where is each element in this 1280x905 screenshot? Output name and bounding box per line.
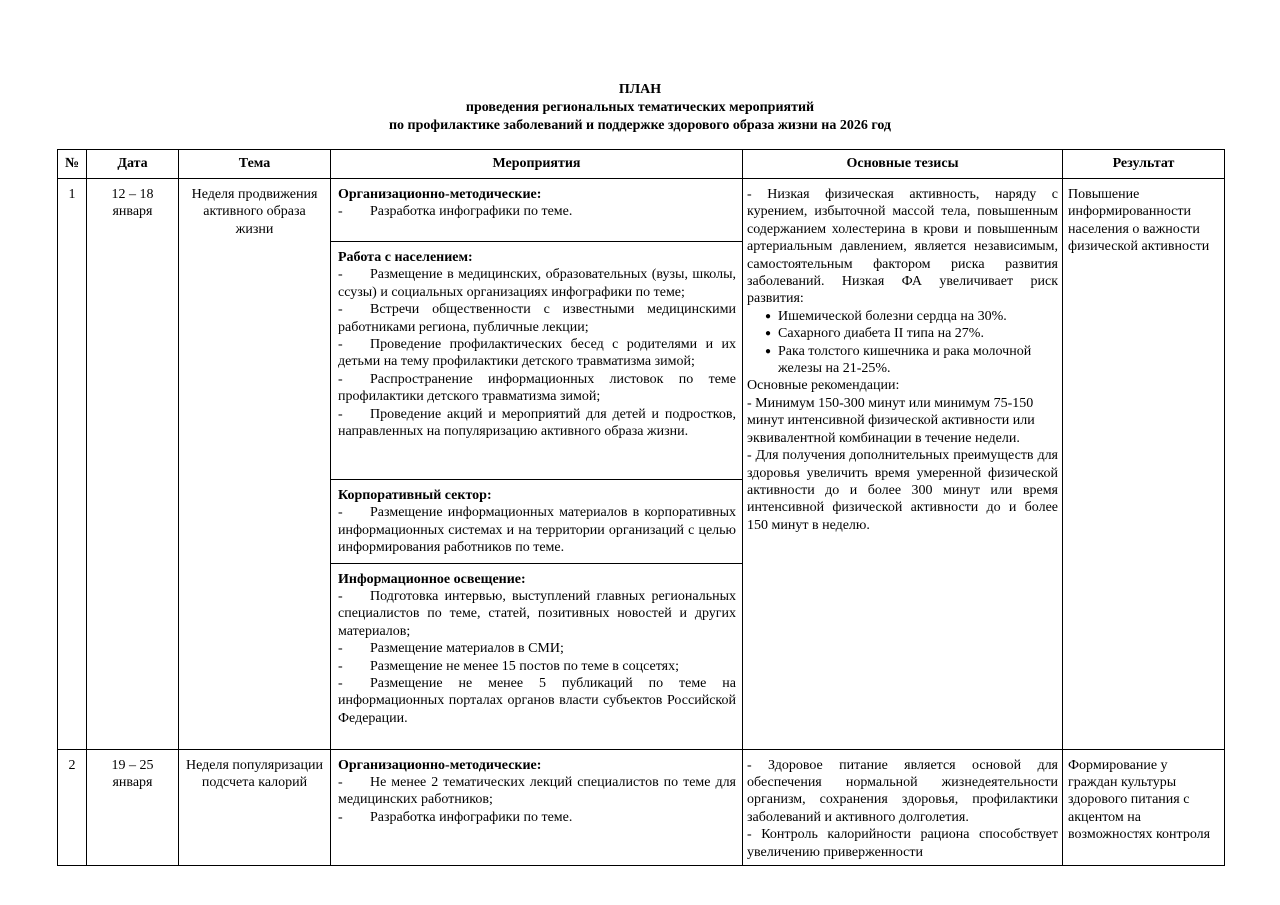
block-item: - Не менее 2 тематических лекций специалистов по теме для медицинских работников; xyxy=(338,775,736,808)
row1-block-corporate xyxy=(331,480,743,564)
theses-paragraph: - Контроль калорийности рациона способствует увеличению приверженности xyxy=(747,827,1058,860)
table-row xyxy=(58,179,1225,242)
row1-topic: Неделя продвижения активного образа жизни xyxy=(179,179,331,750)
block-heading: Информационное освещение: xyxy=(338,571,526,587)
block-heading: Организационно-методические: xyxy=(338,187,542,202)
header-topic: Тема xyxy=(179,150,331,179)
header-theses: Основные тезисы xyxy=(743,150,1063,179)
row2-num: 2 xyxy=(58,749,87,865)
block-item: - Подготовка интервью, выступлений главных региональных специалистов по теме, статей, позитивных новостей и других материалов; xyxy=(338,589,736,639)
row1-block-population xyxy=(331,242,743,480)
plan-table xyxy=(57,149,1225,866)
row2-block-org xyxy=(331,749,743,865)
block-item: - Размещение в медицинских, образовательных (вузы, школы, ссузы) и социальных организациях инфографики по теме; xyxy=(338,267,736,300)
header-row xyxy=(58,150,1225,179)
theses-recommendation-1: - Минимум 150-300 минут или минимум 75-150 минут интенсивной физической активности или эквивалентной комбинации в течение недели. xyxy=(747,395,1035,446)
title-line-1: ПЛАН xyxy=(618,82,662,97)
row2-topic: Неделя популяризации подсчета калорий xyxy=(179,749,331,865)
theses-bullet: ● Ишемической болезни сердца на 30%. xyxy=(765,308,1058,325)
title-line-2: проведения региональных тематических мероприятий xyxy=(465,100,815,115)
block-item: - Разработка инфографики по теме. xyxy=(338,204,573,220)
block-item: - Проведение профилактических бесед с родителями и их детьми на тему профилактики детского травматизма зимой; xyxy=(338,337,736,370)
header-activities: Мероприятия xyxy=(331,150,743,179)
block-heading: Корпоративный сектор: xyxy=(338,488,492,503)
block-heading: Работа с населением: xyxy=(338,250,473,265)
block-heading: Организационно-методические: xyxy=(338,757,542,773)
row2-theses xyxy=(743,749,1063,865)
row1-date-month: января xyxy=(112,204,153,220)
row2-date-range: 19 – 25 xyxy=(111,757,154,773)
row1-result: Повышение информированности населения о важности физической активности xyxy=(1063,179,1225,750)
row1-date-range: 12 – 18 xyxy=(111,187,154,202)
block-item: - Размещение материалов в СМИ; xyxy=(338,641,564,657)
block-item: - Размещение не менее 5 публикаций по теме на информационных порталах органов власти субъектов Российской Федерации. xyxy=(338,676,736,726)
document-title xyxy=(0,81,1280,135)
row1-block-org xyxy=(331,179,743,242)
row1-block-media xyxy=(331,563,743,749)
block-item: - Проведение акций и мероприятий для детей и подростков, направленных на популяризацию активного образа жизни. xyxy=(338,406,736,440)
block-item: - Распространение информационных листовок по теме профилактики детского травматизма зимой; xyxy=(338,371,736,405)
row2-date xyxy=(87,749,179,865)
row1-num: 1 xyxy=(58,179,87,750)
block-item: - Встречи общественности с известными медицинскими работниками региона, публичные лекции; xyxy=(338,302,736,335)
row2-date-month: января xyxy=(112,775,153,791)
header-date: Дата xyxy=(87,150,179,179)
table-row xyxy=(58,749,1225,865)
theses-recommendations-heading: Основные рекомендации: xyxy=(747,378,900,394)
title-line-3: по профилактике заболеваний и поддержке здорового образа жизни на 2026 год xyxy=(388,118,892,133)
header-result: Результат xyxy=(1063,150,1225,179)
theses-recommendation-2: - Для получения дополнительных преимуществ для здоровья увеличить время умеренной физической активности до и более 300 минут или время интенсивной физической активности до и более 150 минут в неделю. xyxy=(747,448,1058,533)
block-item: - Разработка инфографики по теме. xyxy=(338,809,573,825)
theses-bullet: ● Рака толстого кишечника и рака молочной железы на 21-25%. xyxy=(765,343,1058,378)
row2-result: Формирование у граждан культуры здорового питания с акцентом на возможностях контроля xyxy=(1063,749,1225,865)
block-item: - Размещение не менее 15 постов по теме в соцсетях; xyxy=(338,658,679,674)
theses-paragraph: - Здоровое питание является основой для обеспечения нормальной жизнедеятельности организм, сохранения здоровья, профилактики заболеваний и активного долголетия. xyxy=(747,757,1058,825)
theses-intro: - Низкая физическая активность, наряду с курением, избыточной массой тела, повышенным содержанием холестерина в крови и повышенным артериальным давлением, является независимым, самостоятельным фактором риска развития заболеваний. Низкая ФА увеличивает риск развития: xyxy=(747,187,1058,307)
row1-theses xyxy=(743,179,1063,750)
theses-bullet-list xyxy=(747,308,1058,378)
block-item: - Размещение информационных материалов в корпоративных информационных системах и на территории организаций с целью информирования работников по теме. xyxy=(338,505,736,556)
theses-bullet: ● Сахарного диабета II типа на 27%. xyxy=(765,325,1058,342)
row1-date xyxy=(87,179,179,750)
header-num: № xyxy=(58,150,87,179)
